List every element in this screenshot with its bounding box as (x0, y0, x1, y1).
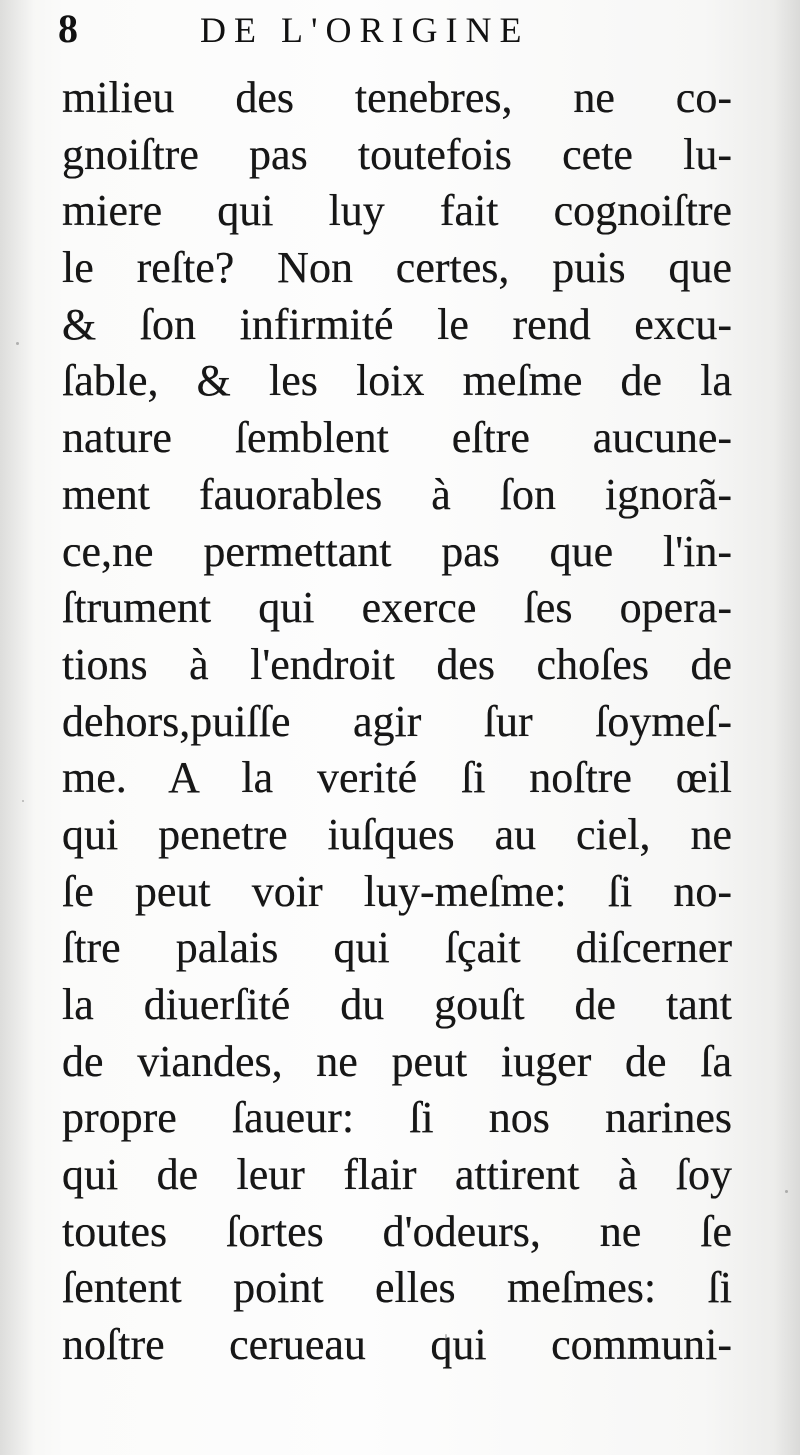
text-line: ce,ne permettant pas que l'in- (62, 526, 732, 576)
text-line: me. A la verité ſi noſtre œil (62, 753, 732, 803)
text-line: milieu des tenebres, ne co- (62, 73, 732, 122)
page-edge-shadow (774, 0, 800, 1455)
text-line: qui de leur flair attirent à ſoy (62, 1150, 732, 1200)
text-line: ſable, & les loix meſme de la (62, 356, 732, 406)
text-line: ſtrument qui exerce ſes opera- (62, 583, 732, 633)
text-line: miere qui luy fait cognoiſtre (62, 186, 732, 236)
paper-speck (16, 342, 19, 345)
text-line: le reſte? Non certes, puis que (62, 243, 732, 293)
page-number: 8 (58, 6, 78, 51)
page-body-text (62, 70, 732, 1380)
paper-speck (445, 1334, 447, 1352)
text-line: gnoiſtre pas toutefois cete lu- (62, 129, 732, 179)
paper-speck (22, 800, 24, 802)
text-line: la diuerſité du gouſt de tant (62, 980, 732, 1029)
text-line: ſentent point elles meſmes: ſi (62, 1263, 732, 1313)
text-line: tions à l'endroit des choſes de (62, 639, 732, 689)
text-line: ſtre palais qui ſçait diſcerner (62, 923, 732, 973)
text-line: nature ſemblent eſtre aucune- (62, 413, 732, 463)
paper-speck (785, 1190, 788, 1193)
text-line: ment fauorables à ſon ignorã- (62, 469, 732, 519)
text-line: ſe peut voir luy-meſme: ſi no- (62, 866, 732, 916)
text-line: dehors,puiſſe agir ſur ſoymeſ- (62, 696, 732, 746)
text-line: propre ſaueur: ſi nos narines (62, 1093, 732, 1143)
text-line: de viandes, ne peut iuger de ſa (62, 1036, 732, 1086)
text-line: toutes ſortes d'odeurs, ne ſe (62, 1206, 732, 1256)
running-head (58, 8, 678, 50)
text-line: noſtre cerueau qui communi- (62, 1320, 732, 1370)
page-gutter-shadow (0, 0, 34, 1455)
running-title: DE L'ORIGINE (200, 10, 530, 50)
text-line: & ſon infirmité le rend excu- (62, 299, 732, 349)
text-line: qui penetre iuſques au ciel, ne (62, 809, 732, 859)
